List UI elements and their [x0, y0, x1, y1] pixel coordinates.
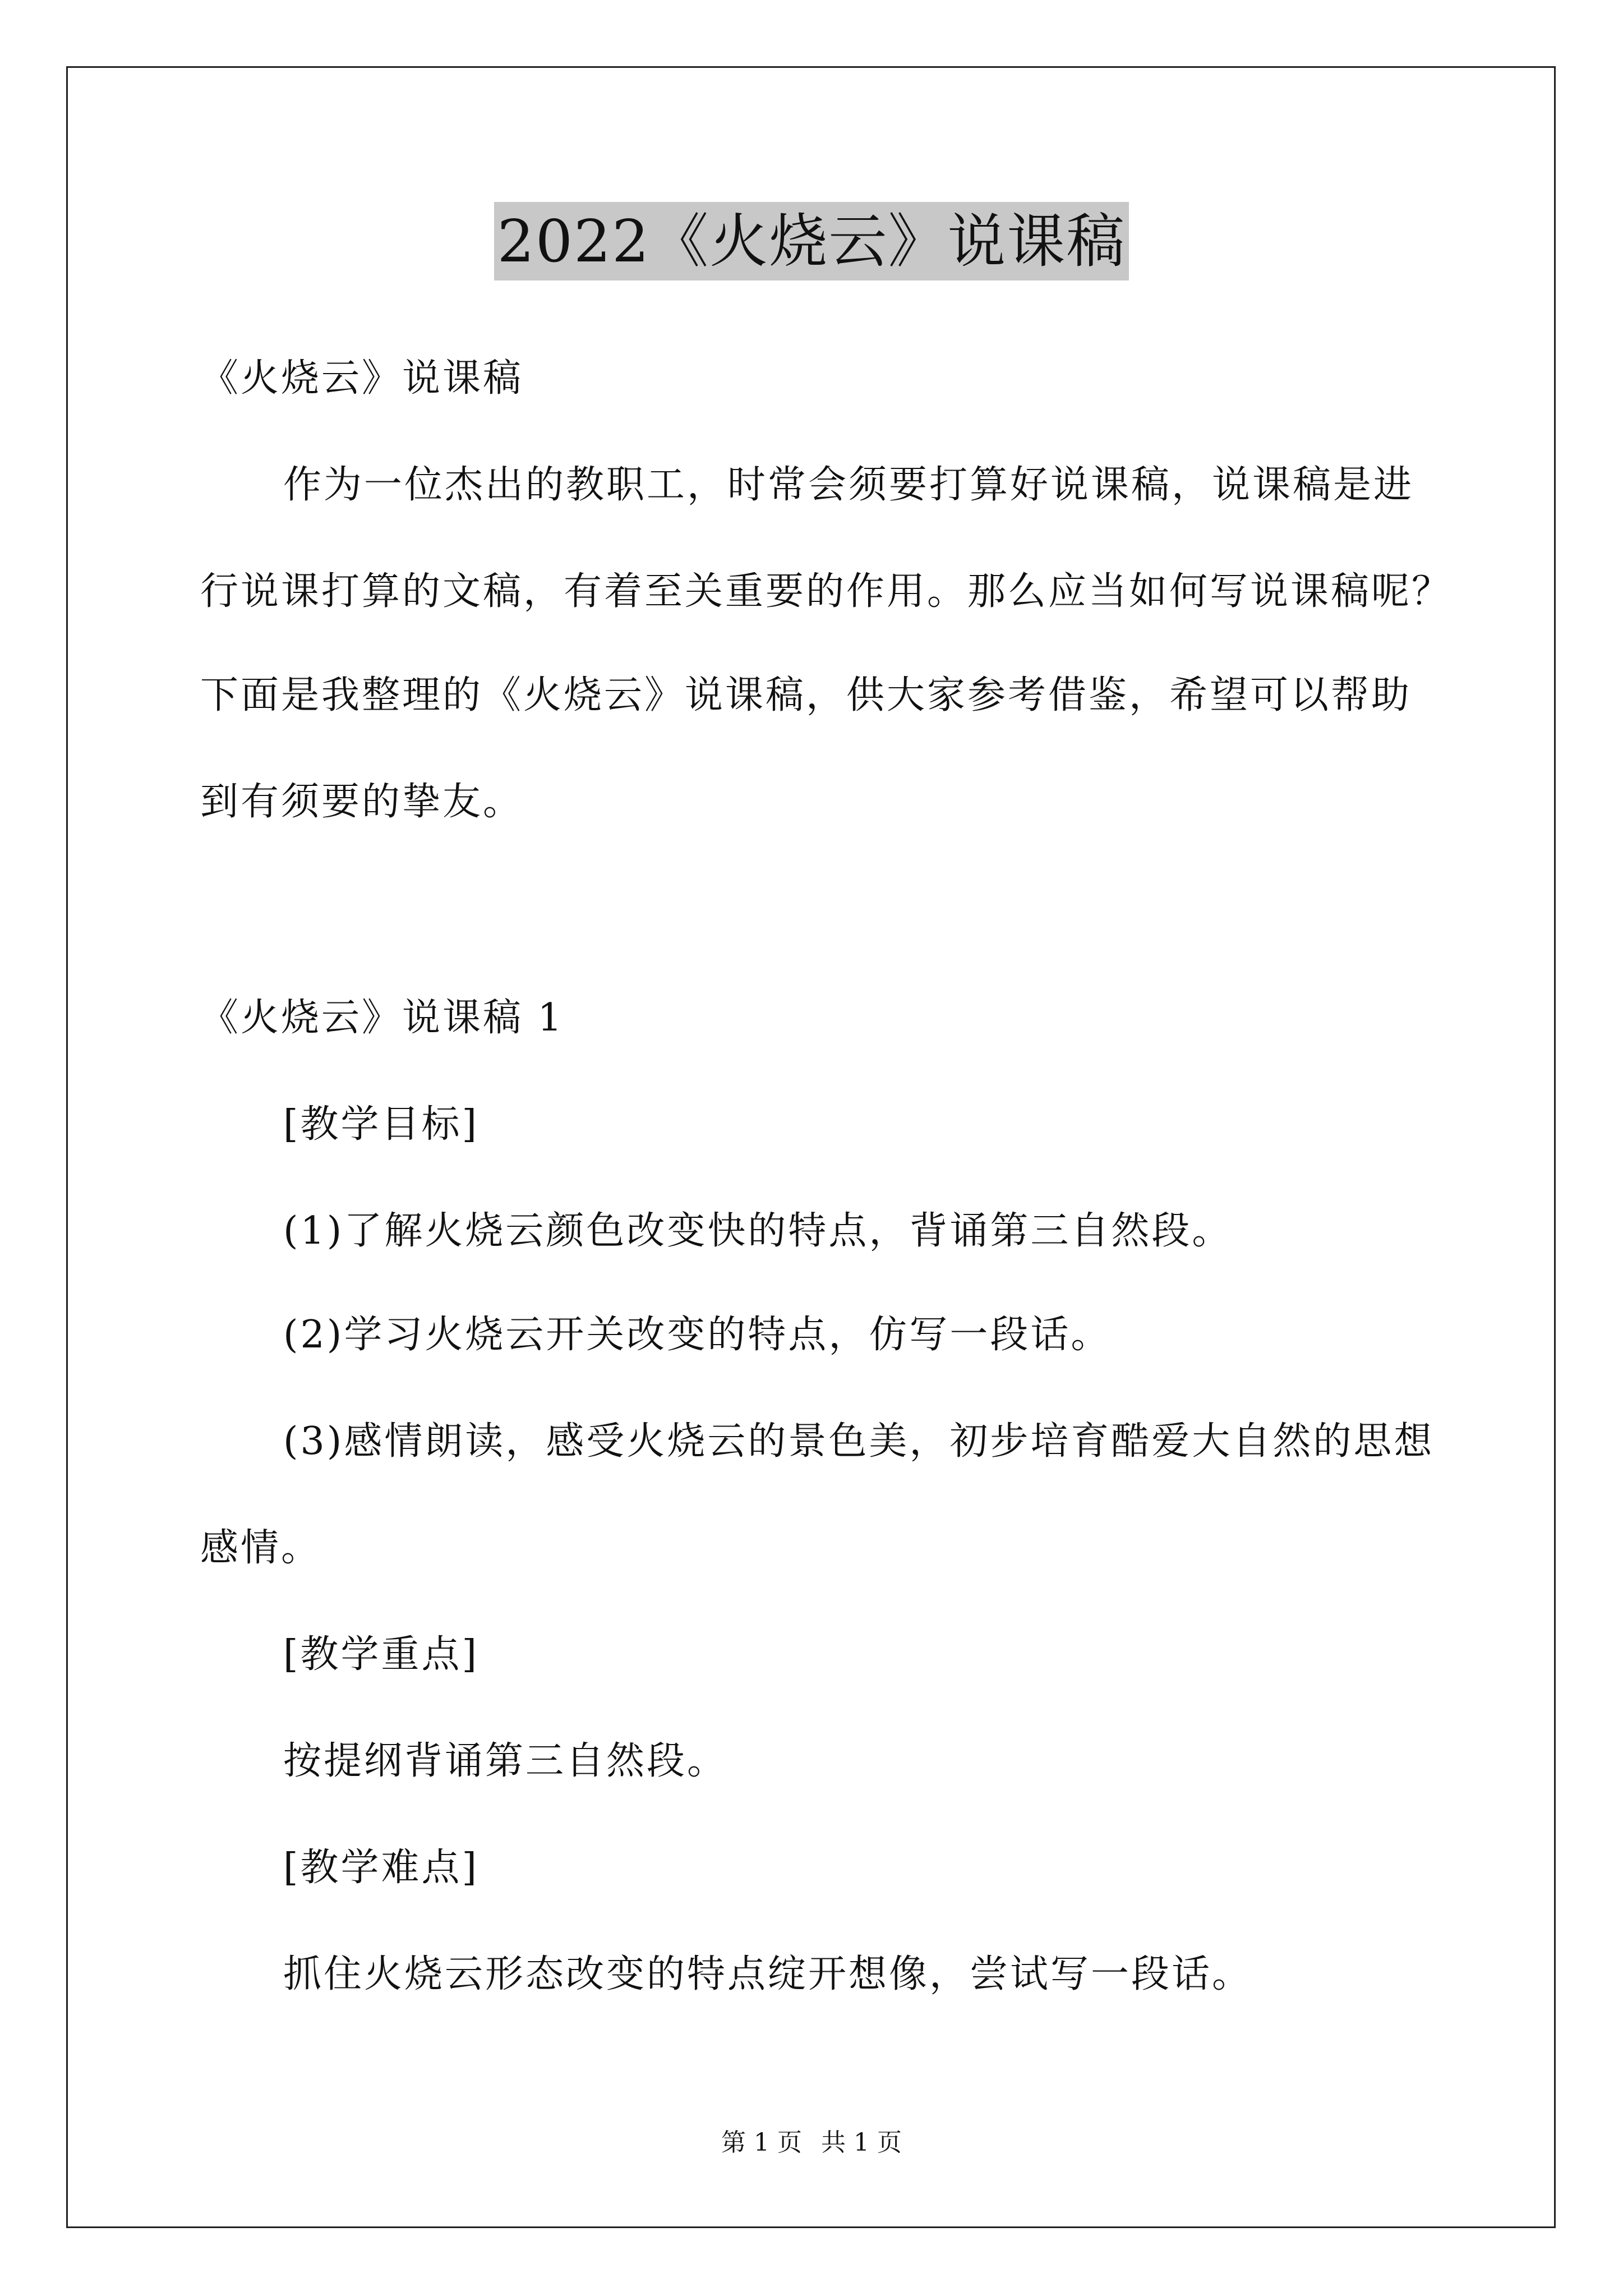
- page-footer: [0, 2126, 1623, 2160]
- goal-1: (1)了解火烧云颜色改变快的特点，背诵第三自然段。: [283, 1209, 1233, 1253]
- goal-3-line-1: (3)感情朗读，感受火烧云的景色美，初步培育酷爱大自然的思想: [283, 1419, 1435, 1464]
- key-text: 按提纲背诵第三自然段。: [283, 1739, 728, 1783]
- intro-line-1: 作为一位杰出的教职工，时常会须要打算好说课稿，说课稿是进: [283, 463, 1414, 507]
- intro-line-4: 到有须要的挚友。: [200, 780, 524, 824]
- page-total: 共 1 页: [821, 2128, 902, 2157]
- difficulty-heading: [教学难点]: [283, 1846, 479, 1890]
- goal-2: (2)学习火烧云开关改变的特点，仿写一段话。: [283, 1313, 1112, 1357]
- intro-line-2: 行说课打算的文稿，有着至关重要的作用。那么应当如何写说课稿呢？: [200, 569, 1453, 614]
- difficulty-text: 抓住火烧云形态改变的特点绽开想像，尝试写一段话。: [283, 1952, 1253, 1996]
- section-title: 《火烧云》说课稿 1: [200, 996, 564, 1040]
- goal-3-line-2: 感情。: [200, 1526, 322, 1570]
- key-heading: [教学重点]: [283, 1632, 479, 1677]
- intro-line-3: 下面是我整理的《火烧云》说课稿，供大家参考借鉴，希望可以帮助: [200, 673, 1412, 717]
- subtitle: 《火烧云》说课稿: [200, 356, 524, 401]
- goals-heading: [教学目标]: [283, 1102, 479, 1147]
- document-title: 2022《火烧云》说课稿: [494, 202, 1129, 280]
- title-container: [0, 202, 1623, 280]
- page-number: 第 1 页: [721, 2128, 802, 2157]
